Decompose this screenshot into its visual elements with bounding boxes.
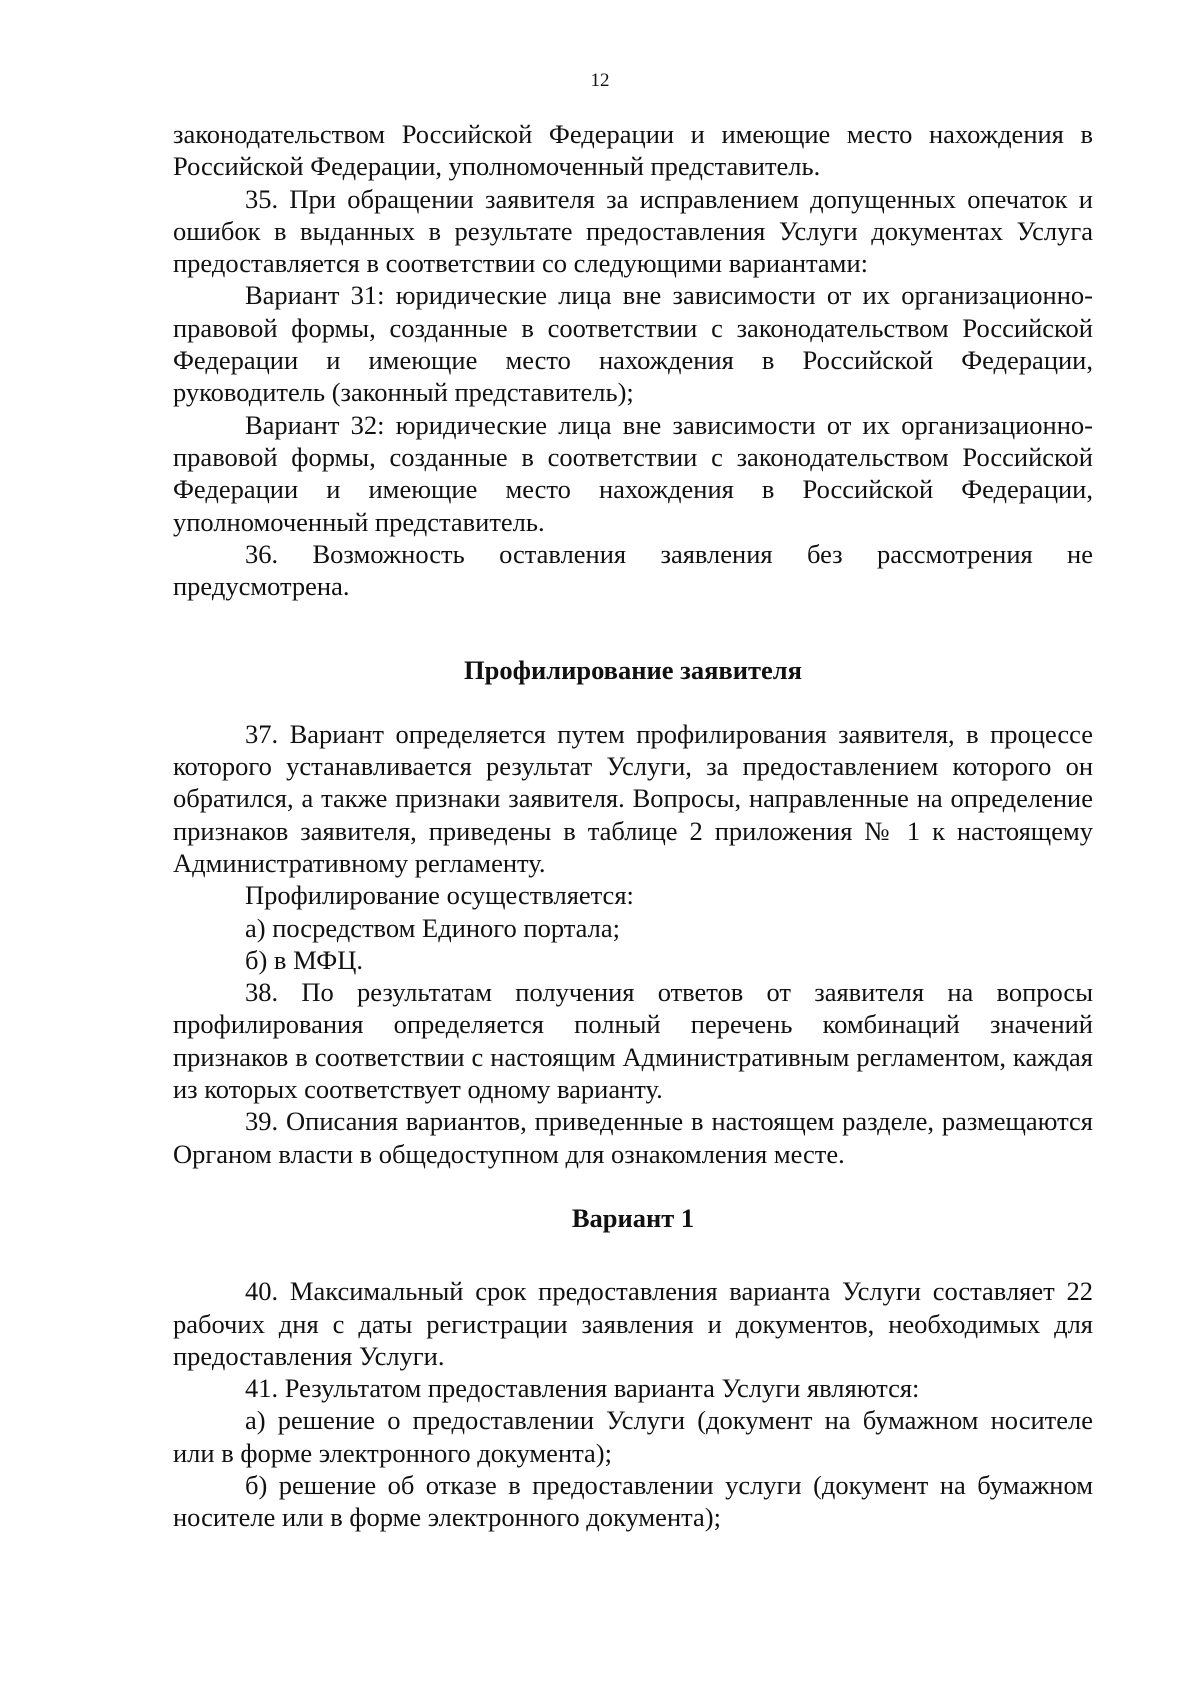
section-heading-profiling: Профилирование заявителя (464, 655, 802, 686)
paragraph-variant-31: Вариант 31: юридические лица вне зависимости от их организационно-правовой формы, созданные в соответствии с законодательством Российской Федерации и имеющие место нахождения в Российской Федерации, руководитель (законный представитель); (173, 280, 1093, 408)
paragraph-38: 38. По результатам получения ответов от заявителя на вопросы профилирования определяется полный перечень комбинаций значений признаков в соответствии с настоящим Административным регламентом, каждая из которых соответствует одному варианту. (173, 977, 1093, 1105)
page-number: 12 (590, 70, 610, 91)
paragraph-41: 41. Результатом предоставления варианта Услуги являются: (245, 1373, 920, 1404)
document-body (173, 118, 1093, 1534)
paragraph-41-b: б) решение об отказе в предоставлении услуги (документ на бумажном носителе или в форме электронного документа); (173, 1469, 1093, 1533)
paragraph-40: 40. Максимальный срок предоставления варианта Услуги составляет 22 рабочих дня с даты регистрации заявления и документов, необходимых для предоставления Услуги. (173, 1276, 1093, 1371)
paragraph-35: 35. При обращении заявителя за исправлением допущенных опечаток и ошибок в выданных в результате предоставления Услуги документах Услуга предоставляется в соответствии со следующими вариантами: (173, 183, 1093, 279)
paragraph-36: 36. Возможность оставления заявления без рассмотрения не предусмотрена. (173, 538, 1093, 602)
paragraph-profiling-b: б) в МФЦ. (245, 944, 363, 975)
section-heading-variant-1: Вариант 1 (571, 1202, 695, 1233)
paragraph-41-a: а) решение о предоставлении Услуги (документ на бумажном носителе или в форме электронного документа); (173, 1405, 1093, 1468)
paragraph-39: 39. Описания вариантов, приведенные в настоящем разделе, размещаются Органом власти в общедоступном для ознакомления месте. (173, 1106, 1093, 1169)
paragraph-37: 37. Вариант определяется путем профилирования заявителя, в процессе которого устанавливается результат Услуги, за предоставлением которого он обратился, а также признаки заявителя. Вопросы, направленные на определение признаков заявителя, приведены в таблице 2 приложения № 1 к настоящему Административному регламенту. (173, 718, 1093, 878)
paragraph-profiling-a: а) посредством Единого портала; (245, 912, 620, 943)
paragraph-continuation: законодательством Российской Федерации и имеющие место нахождения в Российской Федерации, уполномоченный представитель. (173, 119, 1093, 182)
paragraph-profiling-intro: Профилирование осуществляется: (245, 880, 634, 911)
paragraph-variant-32: Вариант 32: юридические лица вне зависимости от их организационно-правовой формы, созданные в соответствии с законодательством Российской Федерации и имеющие место нахождения в Российской Федерации, уполномоченный представитель. (173, 409, 1093, 537)
